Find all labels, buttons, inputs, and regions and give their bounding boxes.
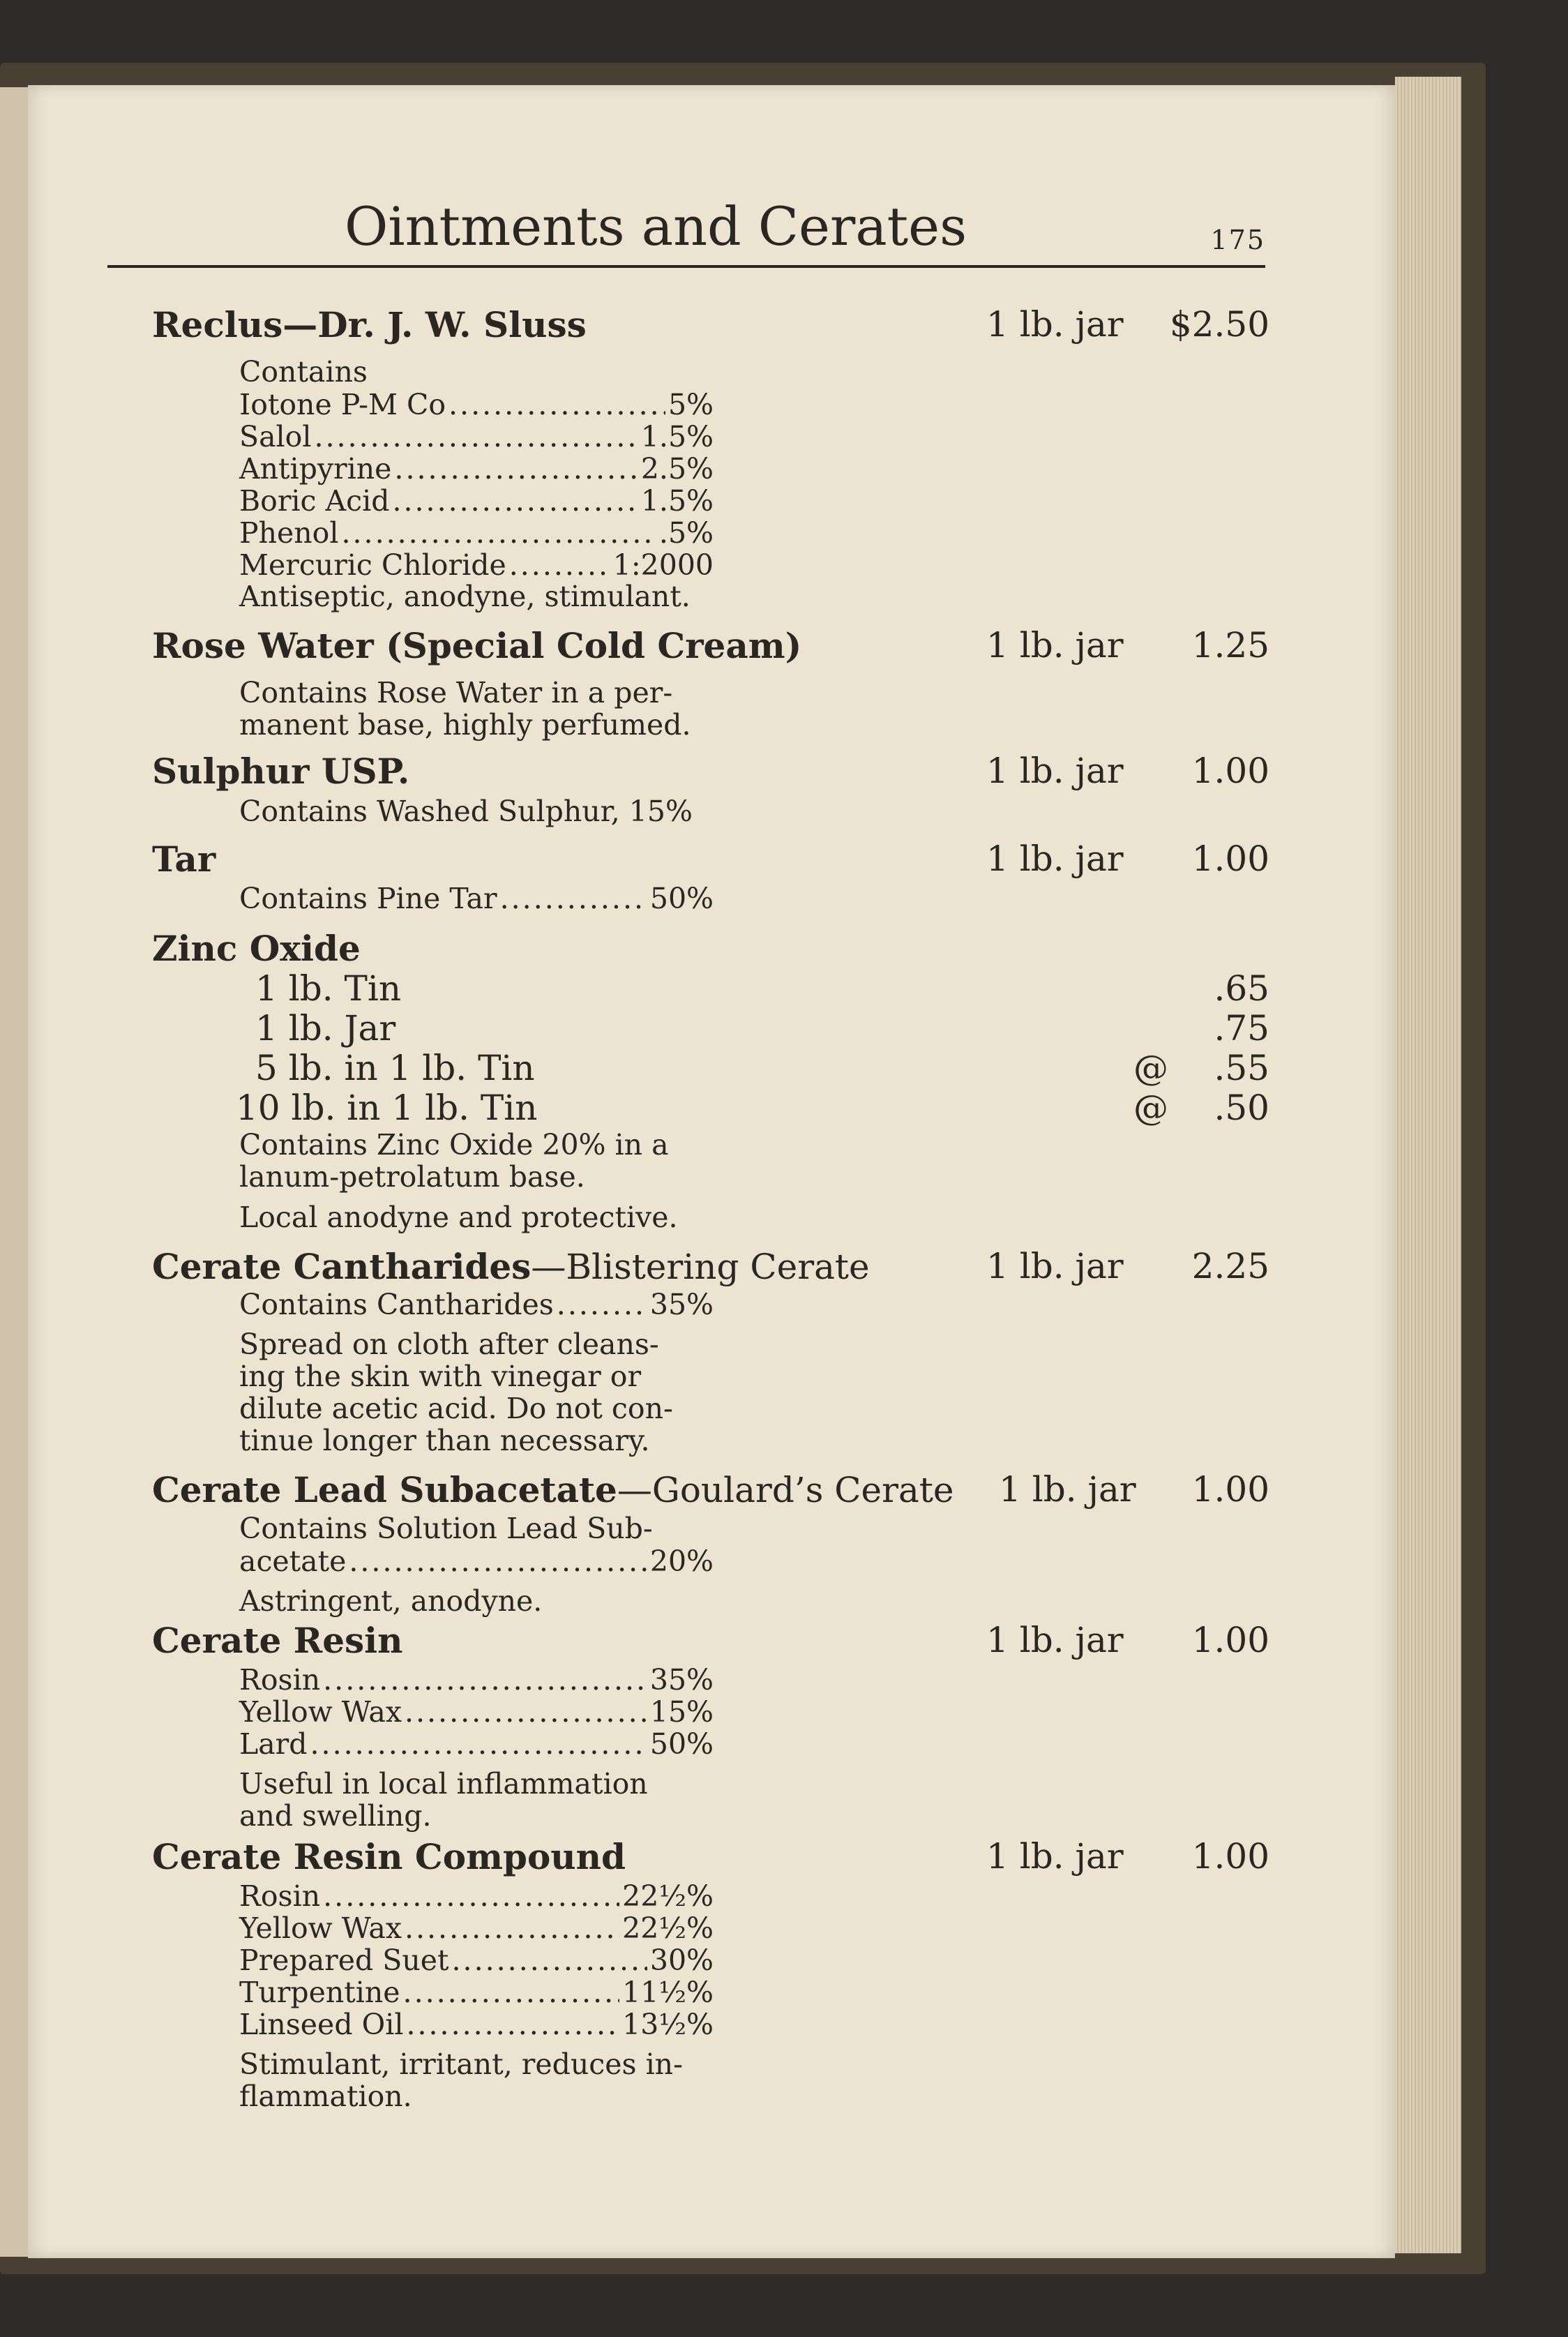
ingredient-row: Yellow Wax ..... 22½% bbox=[239, 1911, 714, 1944]
zinc-size: 5 lb. in 1 lb. Tin bbox=[255, 1048, 535, 1088]
entry-resin-compound-desc: Stimulant, irritant, reduces in- bbox=[239, 2047, 683, 2081]
entry-tar-price: 1.00 bbox=[1191, 839, 1269, 879]
entry-reclus-name: Reclus—Dr. J. W. Sluss bbox=[152, 304, 587, 345]
entry-rose-name: Rose Water (Special Cold Cream) bbox=[152, 625, 802, 666]
ingredient-row: acetate ..... 20% bbox=[239, 1545, 714, 1577]
ingredient-row: Yellow Wax ..... 15% bbox=[239, 1695, 714, 1727]
ingredient-row: Contains Cantharides ..... 35% bbox=[239, 1288, 714, 1320]
zinc-size: 1 lb. Jar bbox=[255, 1008, 396, 1049]
entry-cantharides-desc: tinue longer than necessary. bbox=[239, 1424, 650, 1457]
ingredient-row: Turpentine ..... 11½% bbox=[239, 1976, 714, 2008]
facing-page-edge bbox=[0, 87, 28, 2257]
zinc-price: .75 bbox=[1214, 1008, 1269, 1049]
ingredient-row: Linseed Oil ..... 13½% bbox=[239, 2008, 714, 2040]
entry-cantharides-qty: 1 lb. jar bbox=[986, 1246, 1124, 1286]
entry-zinc-desc: Contains Zinc Oxide 20% in a bbox=[239, 1128, 669, 1162]
entry-resin-price: 1.00 bbox=[1191, 1620, 1269, 1660]
page-stack-edge bbox=[1395, 77, 1461, 2253]
ingredient-row: Mercuric Chloride ..... 1:2000 bbox=[239, 548, 714, 580]
entry-resin-compound-name: Cerate Resin Compound bbox=[152, 1836, 626, 1877]
entry-zinc-note: Local anodyne and protective. bbox=[239, 1201, 678, 1234]
entry-rose-desc: manent base, highly perfumed. bbox=[239, 708, 691, 742]
entry-resin-desc: and swelling. bbox=[239, 1799, 432, 1833]
ingredient-row: Rosin ..... 35% bbox=[239, 1663, 714, 1695]
entry-zinc-desc: lanum-petrolatum base. bbox=[239, 1160, 585, 1194]
ingredient-row: Salol ..... 1.5% bbox=[239, 420, 714, 452]
entry-tar-qty: 1 lb. jar bbox=[986, 839, 1124, 879]
entry-reclus-note: Antiseptic, anodyne, stimulant. bbox=[239, 580, 691, 613]
zinc-size: 10 lb. in 1 lb. Tin bbox=[236, 1088, 538, 1128]
entry-rose-desc: Contains Rose Water in a per- bbox=[239, 676, 673, 709]
entry-reclus-price: $2.50 bbox=[1169, 304, 1269, 345]
entry-reclus-qty: 1 lb. jar bbox=[986, 304, 1124, 345]
entry-resin-compound-desc: flammation. bbox=[239, 2080, 412, 2113]
entry-rose-qty: 1 lb. jar bbox=[986, 625, 1124, 666]
entry-lead-name: Cerate Lead Subacetate—Goulard’s Cerate bbox=[152, 1469, 954, 1510]
entry-lead-qty: 1 lb. jar bbox=[999, 1469, 1136, 1510]
zinc-at: @ bbox=[1133, 1088, 1168, 1128]
ingredient-row: Phenol ..... .5% bbox=[239, 516, 714, 548]
ingredient-row: Iotone P-M Co ..... 5% bbox=[239, 388, 714, 420]
entry-sulphur-name: Sulphur USP. bbox=[152, 751, 410, 792]
entry-resin-compound-price: 1.00 bbox=[1191, 1836, 1269, 1877]
zinc-price: .65 bbox=[1214, 968, 1269, 1009]
zinc-price: .50 bbox=[1214, 1088, 1269, 1128]
page-header bbox=[107, 188, 1265, 268]
entry-sulphur-price: 1.00 bbox=[1191, 751, 1269, 791]
entry-rose-price: 1.25 bbox=[1191, 625, 1269, 666]
entry-tar-name: Tar bbox=[152, 839, 216, 880]
entry-cantharides-desc: ing the skin with vinegar or bbox=[239, 1360, 642, 1393]
entry-cantharides-price: 2.25 bbox=[1191, 1246, 1269, 1286]
entry-resin-compound-qty: 1 lb. jar bbox=[986, 1836, 1124, 1877]
entry-cantharides-name: Cerate Cantharides—Blistering Cerate bbox=[152, 1246, 870, 1287]
running-title: Ointments and Cerates bbox=[345, 195, 967, 257]
ingredient-row: Rosin ..... 22½% bbox=[239, 1879, 714, 1911]
entry-lead-note: Astringent, anodyne. bbox=[239, 1584, 543, 1618]
ingredient-row: Contains Pine Tar ..... 50% bbox=[239, 882, 714, 914]
ingredient-row: Antipyrine ..... 2.5% bbox=[239, 452, 714, 484]
entry-lead-desc: Contains Solution Lead Sub- bbox=[239, 1512, 653, 1545]
zinc-price: .55 bbox=[1214, 1048, 1269, 1088]
zinc-size: 1 lb. Tin bbox=[255, 968, 402, 1009]
zinc-at: @ bbox=[1133, 1048, 1168, 1088]
entry-lead-price: 1.00 bbox=[1191, 1469, 1269, 1510]
entry-resin-name: Cerate Resin bbox=[152, 1620, 403, 1661]
entry-cantharides-desc: Spread on cloth after cleans- bbox=[239, 1328, 659, 1361]
entry-resin-qty: 1 lb. jar bbox=[986, 1620, 1124, 1660]
entry-sulphur-qty: 1 lb. jar bbox=[986, 751, 1124, 791]
entry-resin-desc: Useful in local inflammation bbox=[239, 1767, 648, 1801]
entry-zinc-name: Zinc Oxide bbox=[152, 928, 361, 969]
entry-cantharides-desc: dilute acetic acid. Do not con- bbox=[239, 1392, 673, 1425]
ingredient-row: Prepared Suet ..... 30% bbox=[239, 1944, 714, 1976]
page-number: 175 bbox=[1210, 225, 1265, 255]
ingredient-row: Boric Acid ..... 1.5% bbox=[239, 484, 714, 516]
entry-reclus-contains: Contains bbox=[239, 355, 368, 389]
entry-sulphur-desc: Contains Washed Sulphur, 15% bbox=[239, 795, 693, 828]
ingredient-row: Lard ..... 50% bbox=[239, 1727, 714, 1759]
